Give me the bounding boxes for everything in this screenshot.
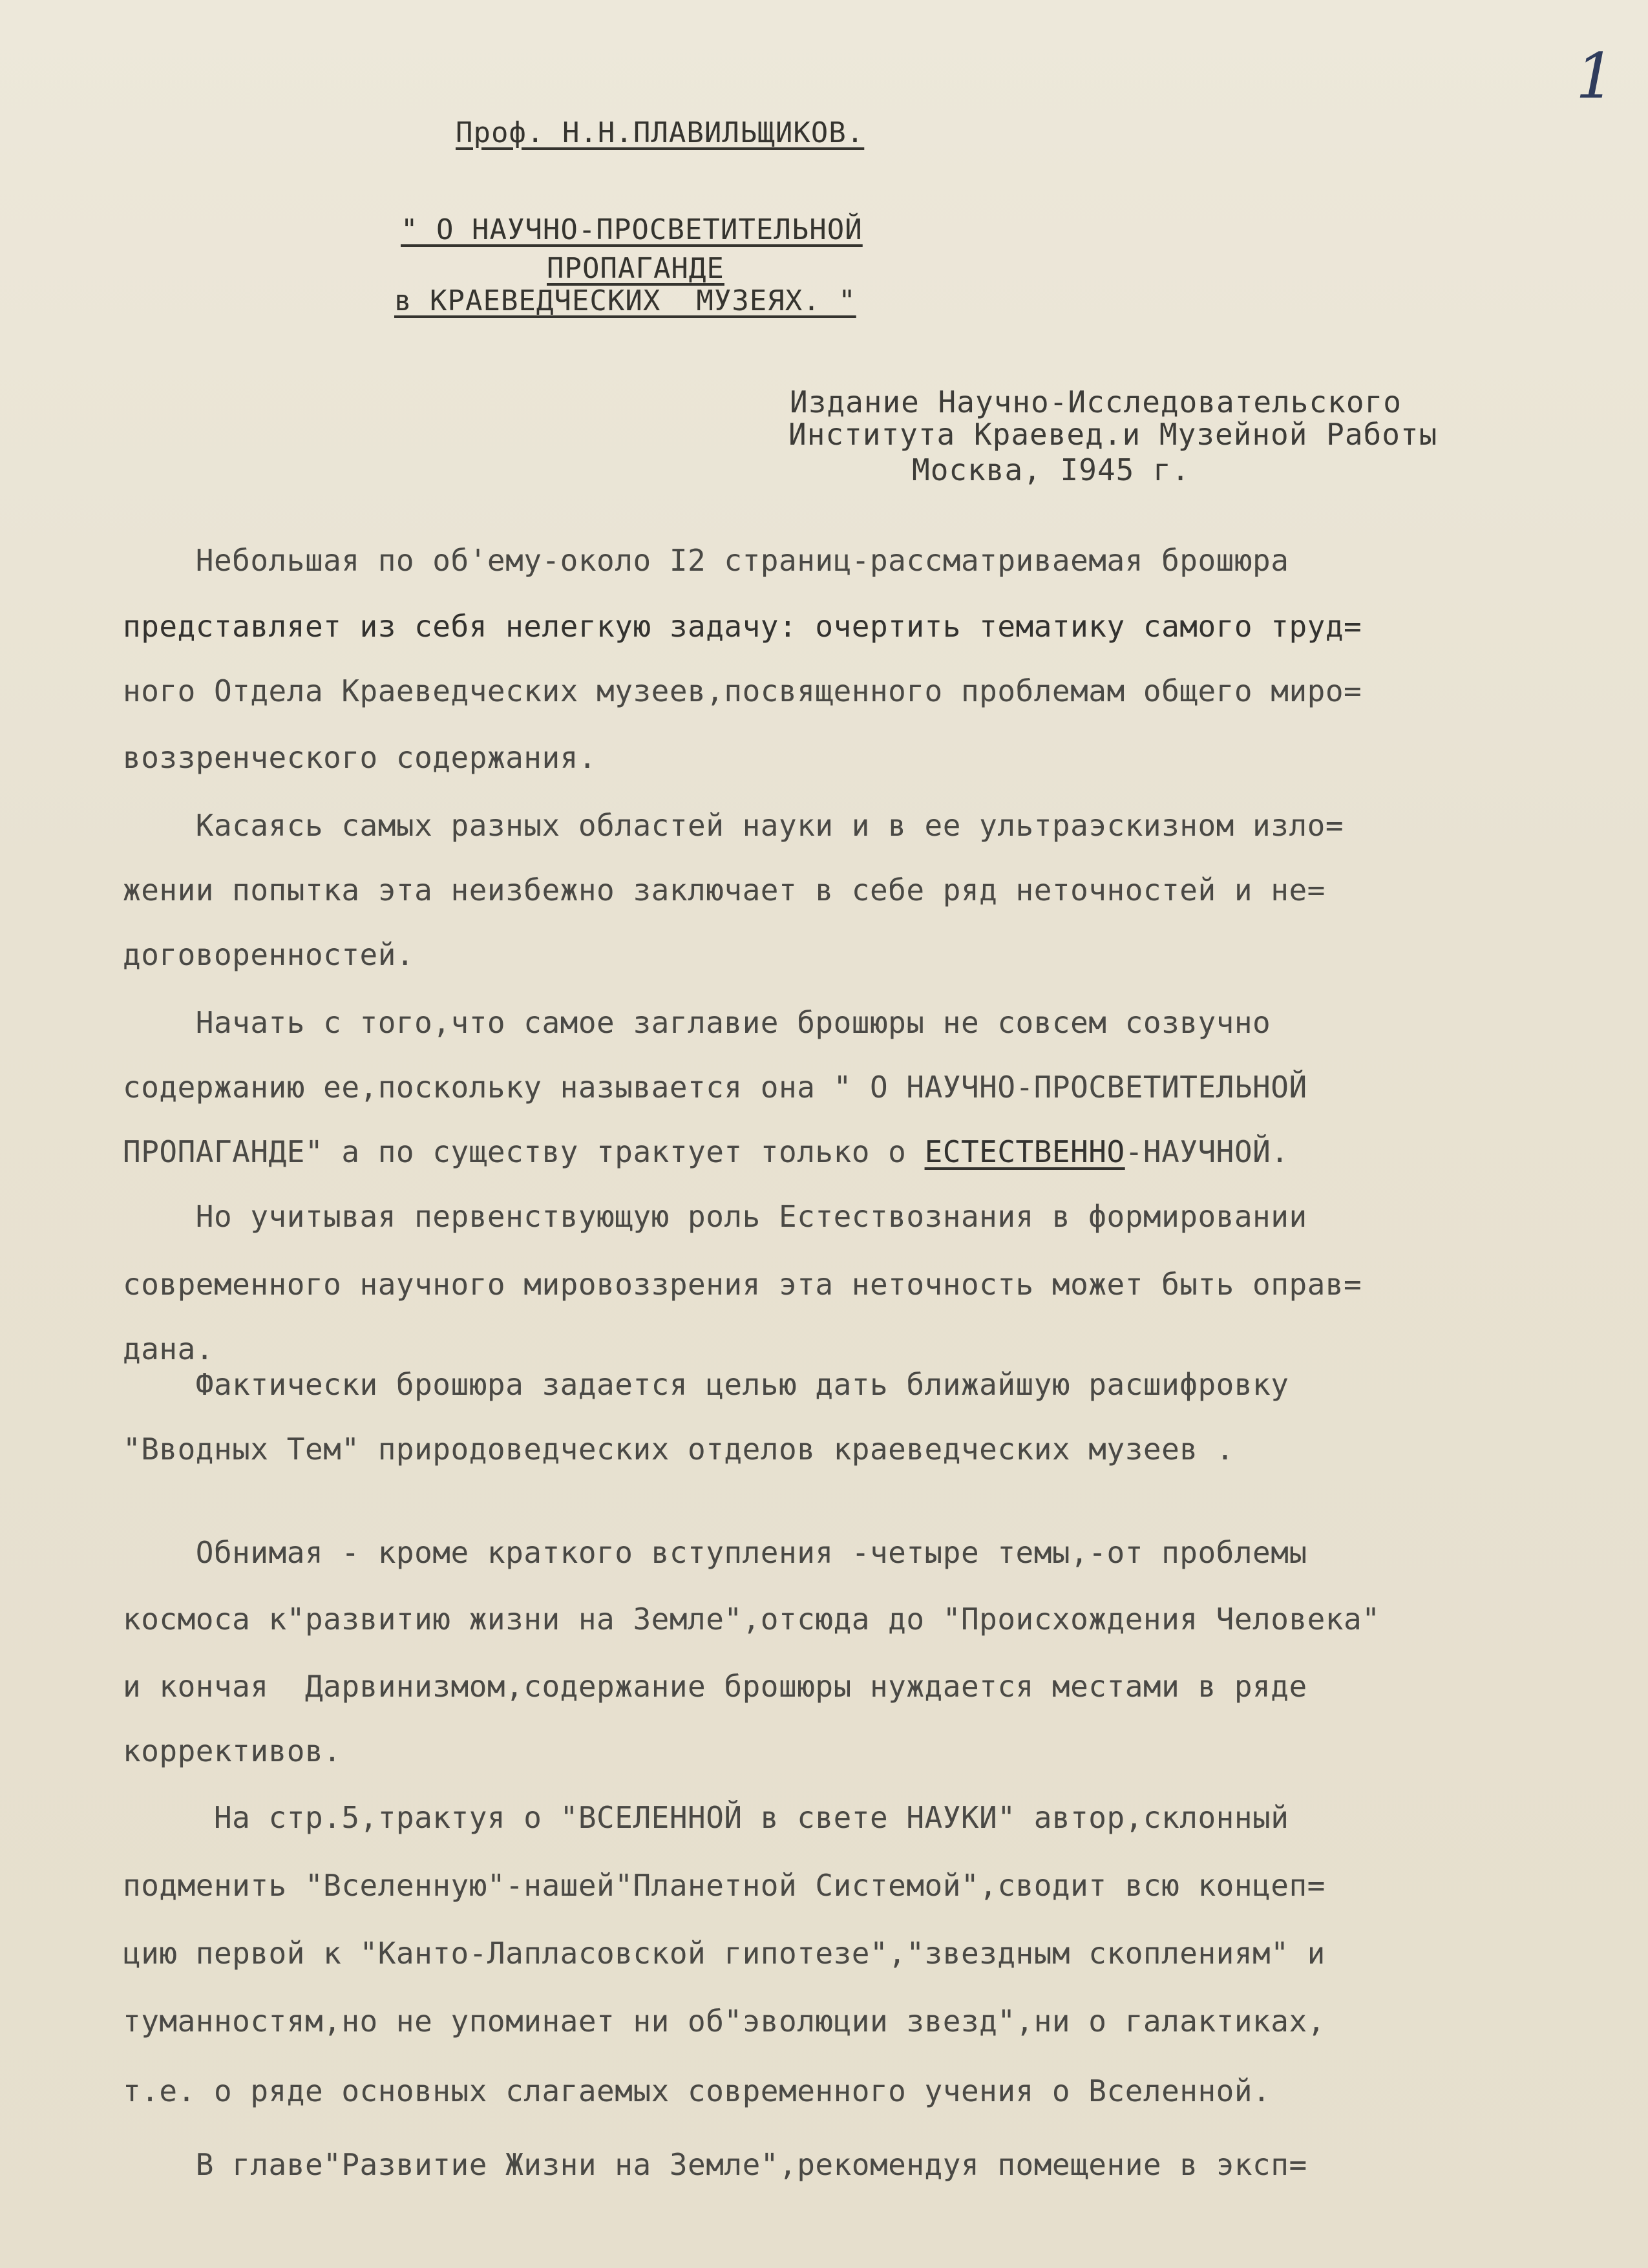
body-line: т.е. о ряде основных слагаемых современного учения о Вселенной. — [123, 2073, 1271, 2108]
underlined-word: ЕСТЕСТВЕННО — [924, 1134, 1125, 1169]
body-line: представляет из себя нелегкую задачу: очертить тематику самого труд= — [123, 609, 1362, 644]
body-line: "Вводных Тем" природоведческих отделов краеведческих музеев . — [123, 1432, 1234, 1467]
edition-line-1: Издание Научно-Исследовательского — [790, 385, 1402, 419]
body-line: Фактически брошюра задается целью дать ближайшую расшифровку — [123, 1367, 1289, 1402]
body-line: В главе"Развитие Жизни на Земле",рекомендуя помещение в эксп= — [123, 2147, 1307, 2182]
author-heading: Проф. Н.Н.ПЛАВИЛЬЩИКОВ. — [456, 116, 865, 149]
page-number: 1 — [1576, 40, 1616, 112]
body-line: Касаясь самых разных областей науки и в ее ультраэскизном изло= — [123, 808, 1344, 843]
body-line: космоса к"развитию жизни на Земле",отсюда до "Происхождения Человека" — [123, 1602, 1380, 1637]
edition-line-3: Москва, I945 г. — [912, 452, 1190, 487]
body-line: Начать с того,что самое заглавие брошюры не совсем созвучно — [123, 1005, 1271, 1040]
edition-line-2: Института Краевед.и Музейной Работы — [788, 417, 1438, 452]
body-line: Небольшая по об'ему-около I2 страниц-рассматриваемая брошюра — [123, 543, 1289, 578]
body-line: цию первой к "Канто-Лапласовской гипотезе","звездным скоплениям" и — [123, 1936, 1326, 1971]
body-line: дана. — [123, 1331, 214, 1366]
body-line: содержанию ее,поскольку называется она " О НАУЧНО-ПРОСВЕТИТЕЛЬНОЙ — [123, 1070, 1307, 1105]
body-line: коррективов. — [123, 1733, 342, 1768]
body-line: жении попытка эта неизбежно заключает в себе ряд неточностей и не= — [123, 873, 1326, 907]
body-line: Обнимая - кроме краткого вступления -четыре темы,-от проблемы — [123, 1535, 1307, 1570]
body-line: Но учитывая первенствующую роль Естествознания в формировании — [123, 1199, 1307, 1234]
body-line: туманностям,но не упоминает ни об"эволюции звезд",ни о галактиках, — [123, 2004, 1326, 2039]
body-line-text: -НАУЧНОЙ. — [1125, 1134, 1289, 1169]
body-line: современного научного мировоззрения эта неточность может быть оправ= — [123, 1267, 1362, 1302]
title-line-1: " О НАУЧНО-ПРОСВЕТИТЕЛЬНОЙ — [401, 213, 863, 246]
body-line — [123, 1134, 1289, 1169]
body-line: подменить "Вселенную"-нашей"Планетной Системой",сводит всю концеп= — [123, 1868, 1326, 1903]
body-line: договоренностей. — [123, 937, 415, 972]
title-line-2: ПРОПАГАНДЕ — [547, 252, 724, 285]
body-line: На стр.5,трактуя о "ВСЕЛЕННОЙ в свете НАУКИ" автор,склонный — [123, 1800, 1289, 1835]
title-line-3: в КРАЕВЕДЧЕСКИХ МУЗЕЯХ. " — [394, 284, 856, 317]
body-line: воззренческого содержания. — [123, 740, 597, 775]
body-line: ного Отдела Краеведческих музеев,посвященного проблемам общего миро= — [123, 673, 1362, 708]
body-line: и кончая Дарвинизмом,содержание брошюры нуждается местами в ряде — [123, 1669, 1307, 1704]
body-line-text: ПРОПАГАНДЕ" а по существу трактует только о — [123, 1134, 925, 1169]
